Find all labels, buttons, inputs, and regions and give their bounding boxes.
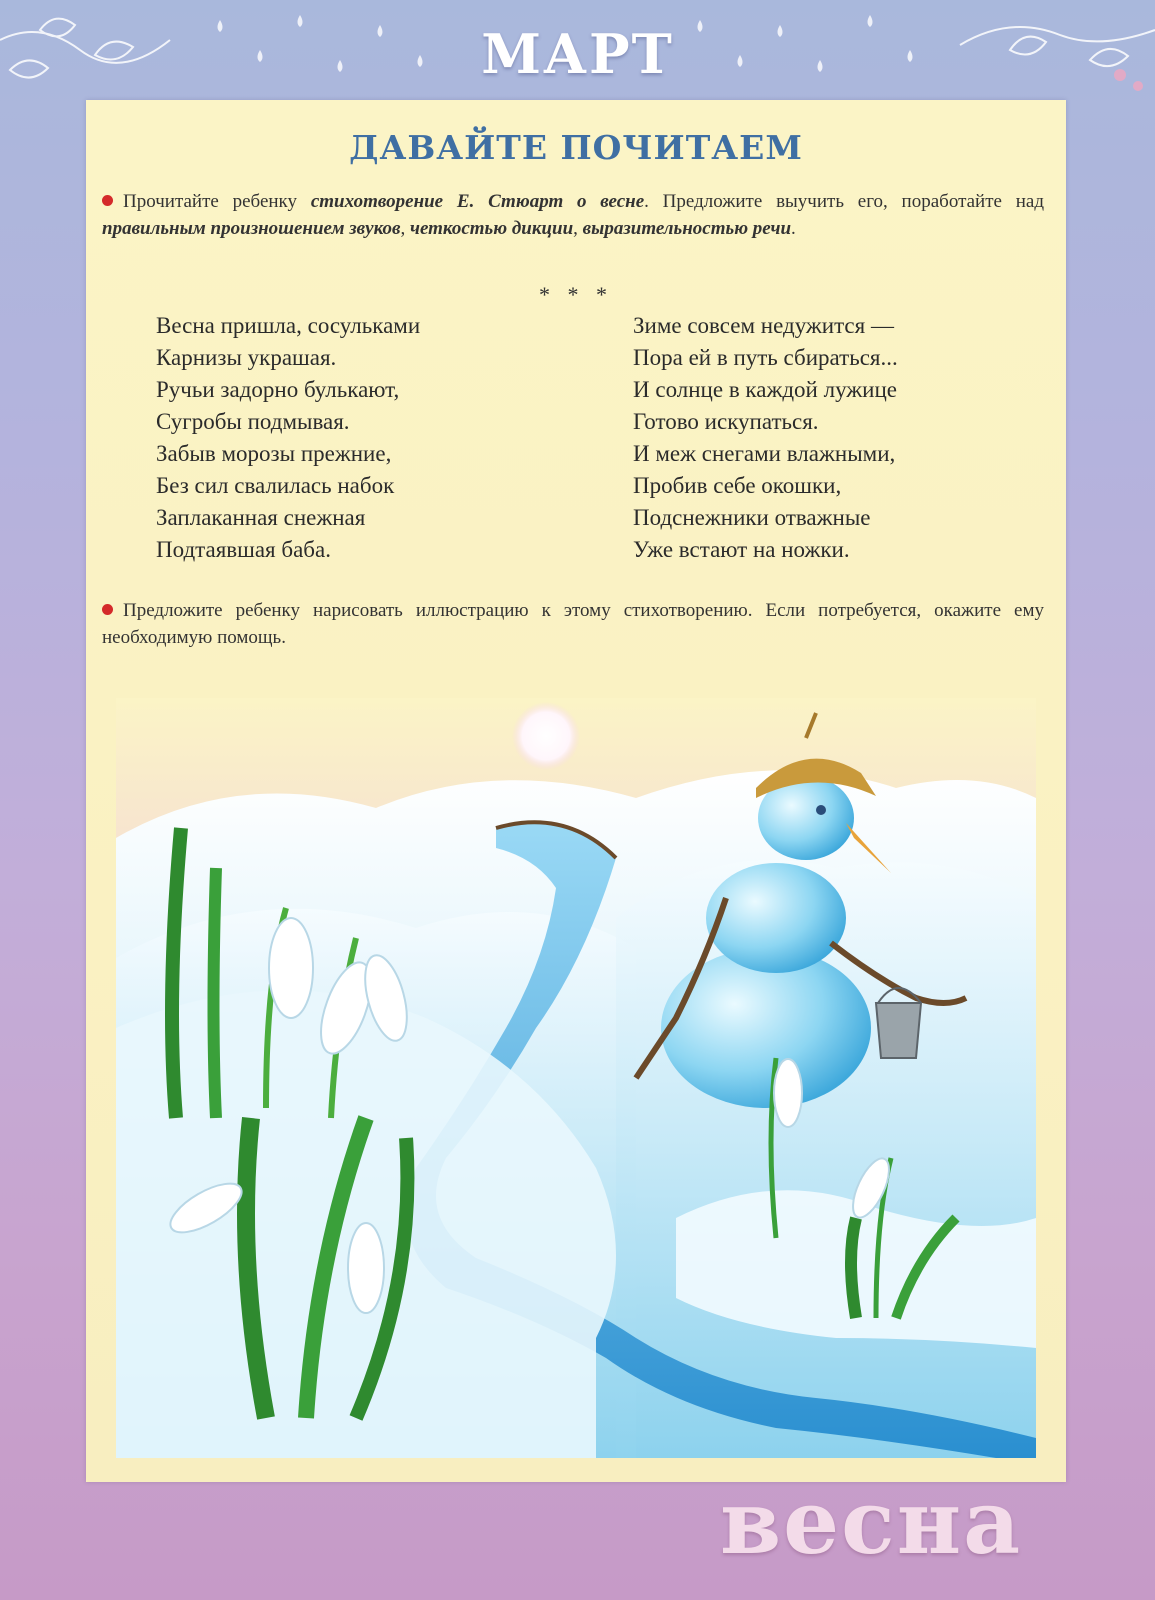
poem-line: Уже встают на ножки. [633,537,850,562]
content-panel [86,100,1066,1482]
bullet-icon [102,604,113,615]
poem-line: Забыв морозы прежние, [156,441,392,466]
poem-line: И солнце в каждой лужице [633,377,898,402]
poem-line: Пробив себе окошки, [633,473,842,498]
month-title: МАРТ [481,22,674,86]
poem-line: Пора ей в путь сбираться... [633,345,898,370]
poem-line: Сугробы подмывая. [156,409,350,434]
instruction-draw-illustration: Предложите ребенку нарисовать иллюстрацию к этому стихотворению. Если потребуется, окажите ему необходимую помощь. [102,600,1044,648]
poem-line: Зиме совсем недужится — [633,313,894,338]
poem-stanza-left [156,310,576,566]
poem-line: Подснежники отважные [633,505,871,530]
spring-illustration [116,698,1036,1458]
season-word: весна [720,1470,1023,1574]
poem-line: Ручьи задорно булькают, [156,377,400,402]
poem-stanza-right [633,310,1053,566]
poem-line: Весна пришла, сосульками [156,313,421,338]
poem-line: Карнизы украшая. [156,345,337,370]
instruction-read-poem: Прочитайте ребенку стихотворение Е. Стюарт о весне. Предложите выучить его, поработайте над правильным произношением звуков, четкостью дикции, выразительностью речи. [102,191,1044,239]
poem-line: Заплаканная снежная [156,505,366,530]
poem-line: Без сил свалилась набок [156,473,395,498]
section-title: ДАВАЙТЕ ПОЧИТАЕМ [349,128,803,167]
poem-line: Готово искупаться. [633,409,819,434]
poem-line: И меж снегами влажными, [633,441,896,466]
bullet-icon [102,195,113,206]
poem-line: Подтаявшая баба. [156,537,331,562]
poem-separator: * * * [539,282,613,307]
